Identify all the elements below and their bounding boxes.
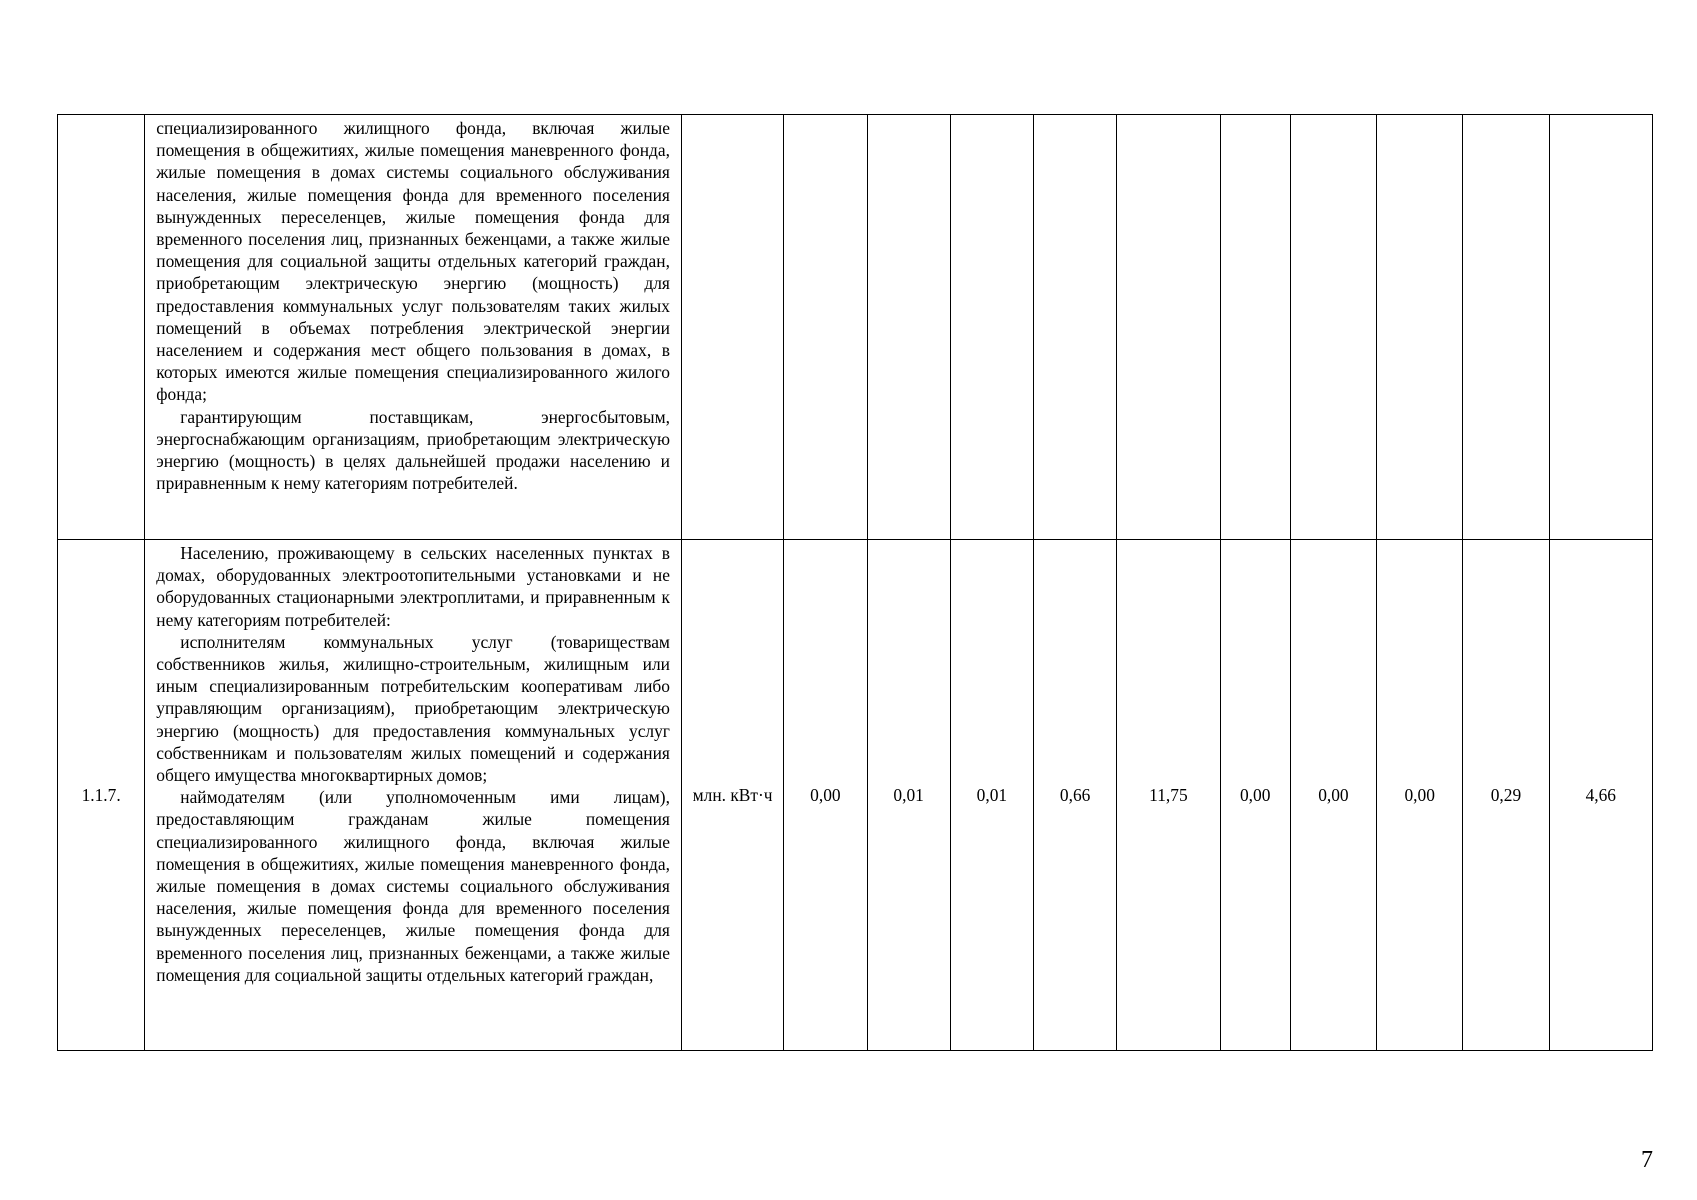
value-cell: 0,00 bbox=[1290, 540, 1376, 1051]
value-cell: 0,01 bbox=[950, 540, 1033, 1051]
table-row bbox=[58, 540, 1653, 1051]
value-cell bbox=[950, 115, 1033, 540]
value-cell bbox=[1034, 115, 1117, 540]
row-number-cell bbox=[58, 115, 145, 540]
value-cell bbox=[1463, 115, 1549, 540]
table-row bbox=[58, 115, 1653, 540]
value-cell bbox=[867, 115, 950, 540]
description-paragraph: исполнителям коммунальных услуг (товариществам собственников жилья, жилищно-строительным, жилищным или иным специализированным потребительским кооперативам либо управляющим организациям), приобретающим электрическую энергию (мощность) для предоставления коммунальных услуг собственникам и пользователям жилых помещений и содержания общего имущества многоквартирных домов; bbox=[156, 631, 670, 786]
value-cell bbox=[1220, 115, 1290, 540]
page-number: 7 bbox=[1641, 1147, 1653, 1173]
value-cell: 0,01 bbox=[867, 540, 950, 1051]
value-cell: 0,00 bbox=[784, 540, 867, 1051]
value-cell bbox=[1117, 115, 1220, 540]
value-cell: 0,00 bbox=[1377, 540, 1463, 1051]
unit-cell: млн. кВт·ч bbox=[681, 540, 783, 1051]
value-cell bbox=[1290, 115, 1376, 540]
value-cell: 0,29 bbox=[1463, 540, 1549, 1051]
description-paragraph: гарантирующим поставщикам, энергосбытовым, энергоснабжающим организациям, приобретающим электрическую энергию (мощность) в целях дальнейшей продажи населению и приравненным к нему категориям потребителей. bbox=[156, 406, 670, 494]
value-cell bbox=[1377, 115, 1463, 540]
data-table bbox=[57, 114, 1653, 1051]
description-paragraph: специализированного жилищного фонда, включая жилые помещения в общежитиях, жилые помещения маневренного фонда, жилые помещения в домах системы социального обслуживания населения, жилые помещения фонда для временного поселения вынужденных переселенцев, жилые помещения фонда для временного поселения лиц, признанных беженцами, а также жилые помещения для социальной защиты отдельных категорий граждан, приобретающим электрическую энергию (мощность) для предоставления коммунальных услуг пользователям таких жилых помещений в объемах потребления электрической энергии населением и содержания мест общего пользования в домах, в которых имеются жилые помещения специализированного жилого фонда; bbox=[156, 118, 670, 405]
value-cell: 4,66 bbox=[1549, 540, 1652, 1051]
value-cell bbox=[784, 115, 867, 540]
value-cell: 11,75 bbox=[1117, 540, 1220, 1051]
description-paragraph: наймодателям (или уполномоченным ими лицам), предоставляющим гражданам жилые помещения специализированного жилищного фонда, включая жилые помещения в общежитиях, жилые помещения маневренного фонда, жилые помещения в домах системы социального обслуживания населения, жилые помещения фонда для временного поселения вынужденных переселенцев, жилые помещения фонда для временного поселения лиц, признанных беженцами, а также жилые помещения для социальной защиты отдельных категорий граждан, bbox=[156, 787, 670, 985]
description-paragraph: Населению, проживающему в сельских населенных пунктах в домах, оборудованных электроотопительными установками и не оборудованных стационарными электроплитами, и приравненным к нему категориям потребителей: bbox=[156, 543, 670, 630]
row-number-cell: 1.1.7. bbox=[58, 540, 145, 1051]
value-cell: 0,00 bbox=[1220, 540, 1290, 1051]
description-cell bbox=[145, 115, 682, 540]
unit-cell bbox=[681, 115, 783, 540]
value-cell: 0,66 bbox=[1034, 540, 1117, 1051]
value-cell bbox=[1549, 115, 1652, 540]
description-cell bbox=[145, 540, 682, 1051]
